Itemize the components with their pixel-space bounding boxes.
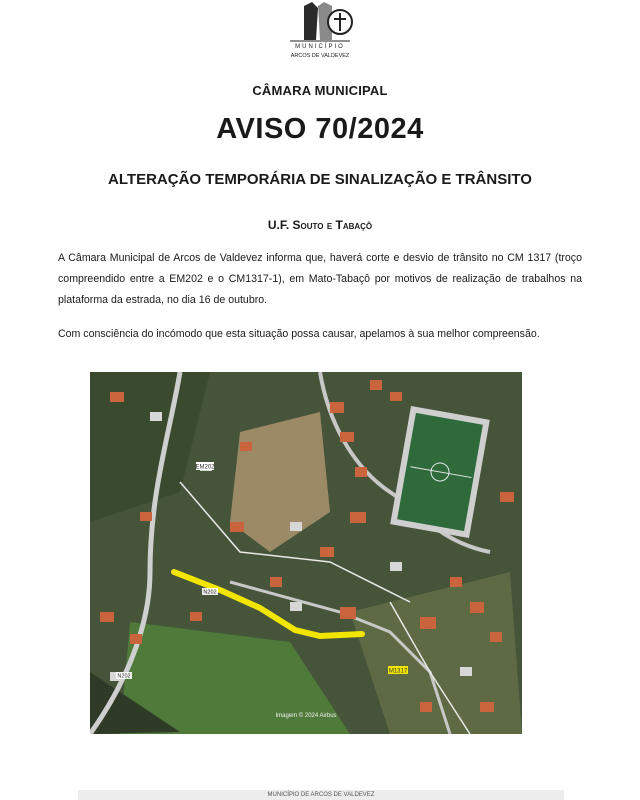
logo-line-1: MUNICÍPIO [295,44,345,50]
municipality-logo [282,0,358,64]
notice-paragraph-2: Com consciência do incómodo que esta situação possa causar, apelamos à sua melhor compreensão. [58,328,540,340]
parish-heading: U.F. Souto e Tabaçô [267,218,373,232]
road-label-1: EM202 [195,464,215,471]
notice-paragraph-1: A Câmara Municipal de Arcos de Valdevez informa que, haverá corte e desvio de trânsito no CM 1317 (troço compreendido entre a EM202 e o CM1317-1), em Mato-Tabaçô por motivos de realização de trabalhos na plataforma da estrada, no dia 16 de outubro. [58,252,582,306]
coat-of-arms-icon [282,0,358,44]
footer-text: MUNICÍPIO DE ARCOS DE VALDEVEZ [267,792,375,798]
logo-line-2: ARCOS DE VALDEVEZ [290,53,350,59]
road-label-3: N202 [203,589,217,596]
issuer-heading: CÂMARA MUNICIPAL [252,83,388,98]
imagery-attribution: Imagem © 2024 Airbus [275,713,337,719]
footer-bar [78,790,564,800]
notice-subtitle: ALTERAÇÃO TEMPORÁRIA DE SINALIZAÇÃO E TRÂNSITO [108,171,532,188]
road-label-4: N202 [117,673,131,680]
road-label-2: M1317 [388,668,408,675]
notice-title: AVISO 70/2024 [216,113,424,145]
satellite-map [90,372,522,734]
